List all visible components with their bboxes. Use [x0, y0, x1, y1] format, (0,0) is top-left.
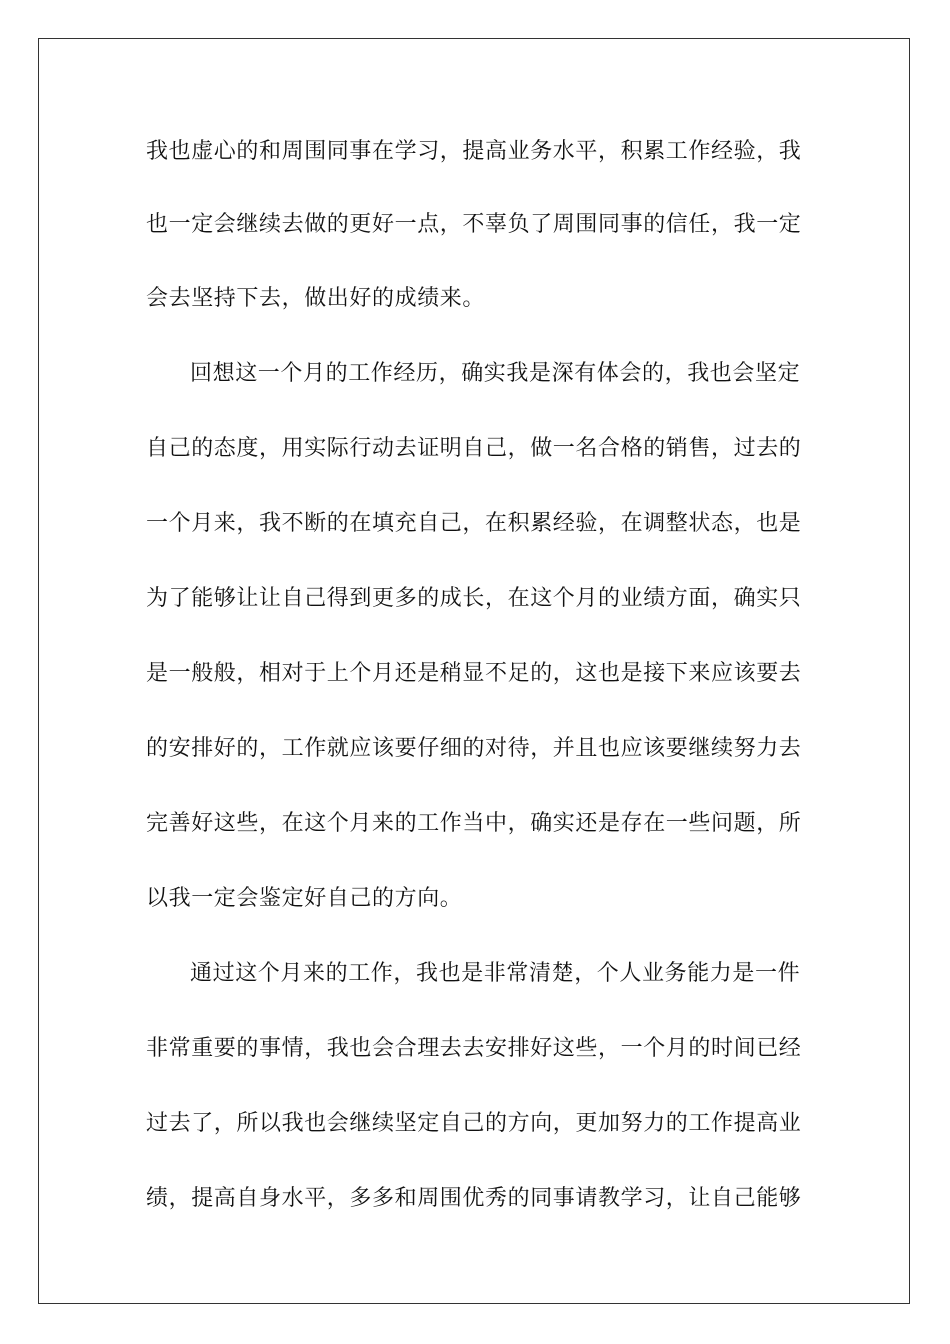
text-line: 我也虚心的和周围同事在学习，提高业务水平，积累工作经验，我 [146, 139, 802, 164]
text-line: 自己的态度，用实际行动去证明自己，做一名合格的销售，过去的 [146, 436, 802, 461]
text-line: 也一定会继续去做的更好一点，不辜负了周围同事的信任，我一定 [146, 212, 802, 237]
text-line: 是一般般，相对于上个月还是稍显不足的，这也是接下来应该要去 [146, 661, 802, 686]
text-line: 过去了，所以我也会继续坚定自己的方向，更加努力的工作提高业 [146, 1111, 802, 1136]
text-line: 一个月来，我不断的在填充自己，在积累经验，在调整状态，也是 [146, 511, 802, 536]
text-line: 绩，提高自身水平，多多和周围优秀的同事请教学习，让自己能够 [146, 1186, 802, 1211]
paragraph-start-line: 回想这一个月的工作经历，确实我是深有体会的，我也会坚定 [190, 361, 801, 386]
text-line: 的安排好的，工作就应该要仔细的对待，并且也应该要继续努力去 [146, 736, 802, 761]
text-line: 以我一定会鉴定好自己的方向。 [146, 886, 463, 911]
text-line: 非常重要的事情，我也会合理去去安排好这些，一个月的时间已经 [146, 1036, 802, 1061]
text-line: 为了能够让让自己得到更多的成长，在这个月的业绩方面，确实只 [146, 586, 802, 611]
paragraph-start-line: 通过这个月来的工作，我也是非常清楚，个人业务能力是一件 [190, 961, 801, 986]
text-line: 完善好这些，在这个月来的工作当中，确实还是存在一些问题，所 [146, 811, 802, 836]
text-line: 会去坚持下去，做出好的成绩来。 [146, 286, 486, 311]
